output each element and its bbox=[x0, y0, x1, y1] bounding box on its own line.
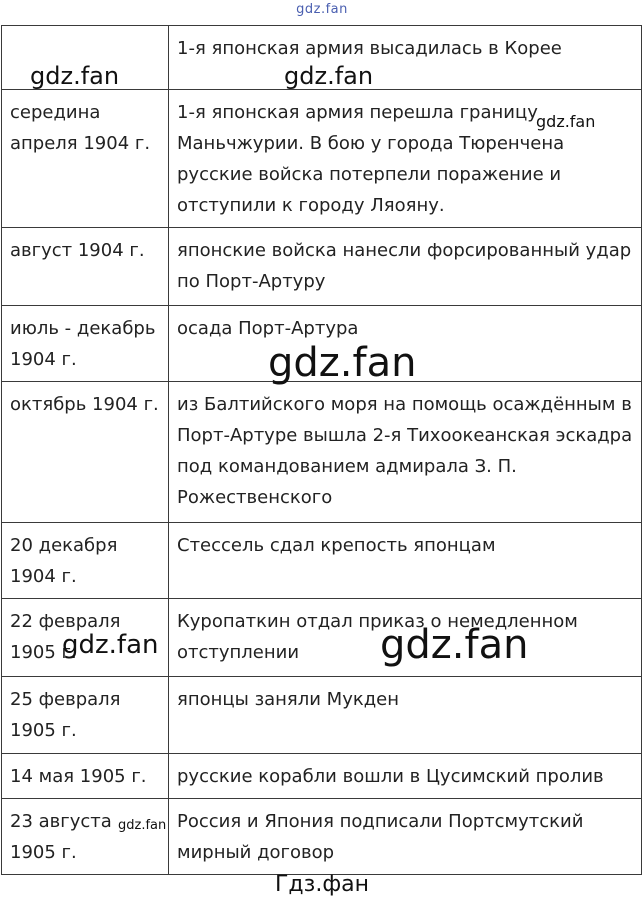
table-row bbox=[2, 26, 642, 90]
table-row bbox=[2, 599, 642, 677]
date-cell: 22 февраля 1905 г. bbox=[2, 599, 169, 677]
event-cell: Стессель сдал крепость японцам bbox=[169, 523, 642, 599]
watermark: gdz.fan bbox=[30, 62, 120, 90]
event-cell: Россия и Япония подписали Портсмутский мирный договор bbox=[169, 799, 642, 875]
table-row bbox=[2, 90, 642, 228]
table-row bbox=[2, 677, 642, 754]
watermark: gdz.fan bbox=[284, 62, 374, 90]
event-cell: японские войска нанесли форсированный удар по Порт-Артуру bbox=[169, 228, 642, 306]
event-cell: русские корабли вошли в Цусимский пролив bbox=[169, 754, 642, 799]
date-cell: июль - декабрь 1904 г. bbox=[2, 306, 169, 382]
table-row bbox=[2, 754, 642, 799]
date-cell: середина апреля 1904 г. bbox=[2, 90, 169, 228]
table-row bbox=[2, 306, 642, 382]
date-cell: август 1904 г. bbox=[2, 228, 169, 306]
date-cell: 14 мая 1905 г. bbox=[2, 754, 169, 799]
footer-watermark: Гдз.фан bbox=[275, 872, 369, 897]
watermark: gdz.fan bbox=[118, 818, 167, 833]
event-cell: 1-я японская армия перешла границу Маньчжурии. В бою у города Тюренчена русские войска потерпели поражение и отступили к городу Ляояну. bbox=[169, 90, 642, 228]
event-cell: японцы заняли Мукден bbox=[169, 677, 642, 754]
event-cell: Куропаткин отдал приказ о немедленном отступлении bbox=[169, 599, 642, 677]
watermark: gdz.fan bbox=[380, 622, 529, 668]
watermark: gdz.fan bbox=[268, 340, 417, 386]
watermark: gdz.fan bbox=[536, 112, 596, 131]
table-row bbox=[2, 523, 642, 599]
table-row bbox=[2, 382, 642, 523]
watermark: gdz.fan bbox=[62, 630, 159, 660]
table-row bbox=[2, 799, 642, 875]
table-row bbox=[2, 228, 642, 306]
date-cell bbox=[2, 26, 169, 90]
date-cell: 20 декабря 1904 г. bbox=[2, 523, 169, 599]
date-cell: октябрь 1904 г. bbox=[2, 382, 169, 523]
date-cell: 23 августа 1905 г. bbox=[2, 799, 169, 875]
watermark-top: gdz.fan bbox=[296, 2, 348, 17]
event-cell: 1-я японская армия высадилась в Корее bbox=[169, 26, 642, 90]
event-cell: осада Порт-Артура bbox=[169, 306, 642, 382]
event-cell: из Балтийского моря на помощь осаждённым в Порт-Артуре вышла 2-я Тихоокеанская эскадра под командованием адмирала З. П. Рожественского bbox=[169, 382, 642, 523]
date-cell: 25 февраля 1905 г. bbox=[2, 677, 169, 754]
chronology-table bbox=[1, 25, 642, 875]
